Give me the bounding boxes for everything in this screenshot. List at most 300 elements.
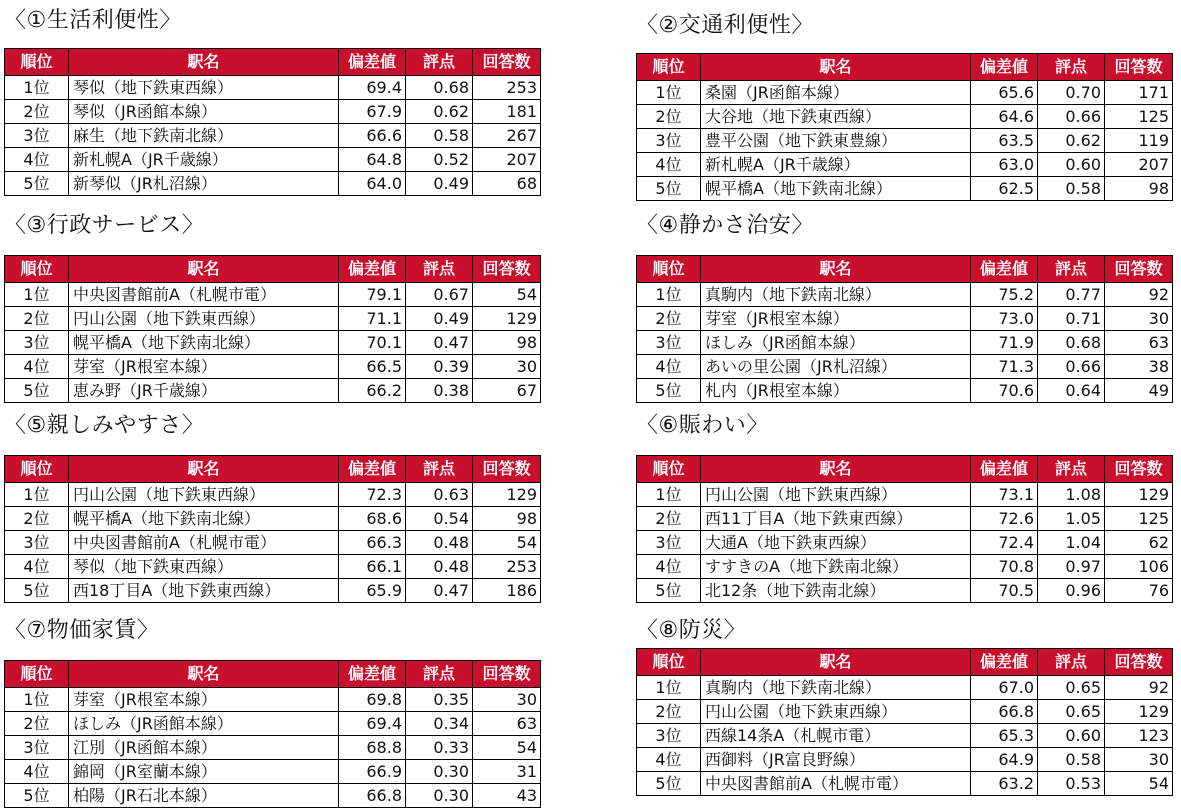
cell-score: 0.47 <box>406 579 473 603</box>
table-row <box>637 105 1173 129</box>
cell-deviation: 70.6 <box>971 379 1038 403</box>
cell-deviation: 71.1 <box>339 307 406 331</box>
table-row <box>637 177 1173 201</box>
cell-rank: 5位 <box>637 177 701 201</box>
column-header-deviation: 偏差値 <box>971 256 1038 283</box>
cell-station: 琴似（JR函館本線） <box>69 100 339 124</box>
column-header-station: 駅名 <box>69 661 339 688</box>
cell-deviation: 72.4 <box>971 531 1038 555</box>
cell-rank: 4位 <box>5 760 69 784</box>
cell-deviation: 66.5 <box>339 355 406 379</box>
cell-responses: 267 <box>473 124 541 148</box>
cell-deviation: 72.6 <box>971 507 1038 531</box>
cell-responses: 125 <box>1105 507 1173 531</box>
column-header-deviation: 偏差値 <box>339 456 406 483</box>
table-row <box>5 331 541 355</box>
cell-rank: 1位 <box>637 483 701 507</box>
column-header-station: 駅名 <box>69 49 339 76</box>
cell-station: 芽室（JR根室本線） <box>701 307 971 331</box>
cell-responses: 30 <box>1105 307 1173 331</box>
column-header-rank: 順位 <box>637 256 701 283</box>
cell-station: 恵み野（JR千歳線） <box>69 379 339 403</box>
cell-rank: 1位 <box>637 676 701 700</box>
cell-rank: 2位 <box>5 712 69 736</box>
cell-responses: 92 <box>1105 283 1173 307</box>
ranking-section <box>636 210 1176 407</box>
cell-rank: 4位 <box>5 148 69 172</box>
column-header-station: 駅名 <box>69 456 339 483</box>
column-header-station: 駅名 <box>69 256 339 283</box>
cell-score: 1.08 <box>1038 483 1105 507</box>
cell-score: 0.60 <box>1038 153 1105 177</box>
table-row <box>5 555 541 579</box>
table-row <box>5 148 541 172</box>
cell-station: 琴似（地下鉄東西線） <box>69 555 339 579</box>
cell-rank: 2位 <box>637 507 701 531</box>
section-title: 〈⑥賑わい〉 <box>636 413 769 438</box>
cell-responses: 129 <box>1105 483 1173 507</box>
cell-deviation: 64.0 <box>339 172 406 196</box>
ranking-table <box>4 455 541 603</box>
cell-station: 中央図書館前A（札幌市電） <box>69 531 339 555</box>
column-header-deviation: 偏差値 <box>339 661 406 688</box>
cell-deviation: 70.8 <box>971 555 1038 579</box>
cell-score: 0.96 <box>1038 579 1105 603</box>
cell-rank: 1位 <box>5 483 69 507</box>
cell-deviation: 63.0 <box>971 153 1038 177</box>
cell-responses: 38 <box>1105 355 1173 379</box>
column-header-rank: 順位 <box>637 456 701 483</box>
cell-station: あいの里公園（JR札沼線） <box>701 355 971 379</box>
section-title: 〈⑧防災〉 <box>636 618 747 643</box>
table-row <box>5 172 541 196</box>
table-row <box>5 307 541 331</box>
cell-station: 麻生（地下鉄南北線） <box>69 124 339 148</box>
cell-station: 新札幌A（JR千歳線） <box>701 153 971 177</box>
cell-responses: 98 <box>1105 177 1173 201</box>
cell-responses: 125 <box>1105 105 1173 129</box>
cell-responses: 62 <box>1105 531 1173 555</box>
cell-rank: 3位 <box>637 531 701 555</box>
cell-score: 0.62 <box>1038 129 1105 153</box>
table-header-row <box>5 661 541 688</box>
cell-responses: 63 <box>473 712 541 736</box>
table-header-row <box>637 456 1173 483</box>
cell-deviation: 66.6 <box>339 124 406 148</box>
cell-station: 西11丁目A（地下鉄東西線） <box>701 507 971 531</box>
column-header-deviation: 偏差値 <box>971 456 1038 483</box>
cell-station: すすきのA（地下鉄南北線） <box>701 555 971 579</box>
table-header-row <box>5 256 541 283</box>
cell-rank: 4位 <box>637 555 701 579</box>
cell-rank: 2位 <box>637 307 701 331</box>
cell-rank: 4位 <box>637 355 701 379</box>
cell-score: 0.97 <box>1038 555 1105 579</box>
cell-score: 0.58 <box>1038 748 1105 772</box>
cell-rank: 4位 <box>637 748 701 772</box>
cell-deviation: 69.4 <box>339 76 406 100</box>
cell-station: 円山公園（地下鉄東西線） <box>701 700 971 724</box>
cell-station: 幌平橋A（地下鉄南北線） <box>701 177 971 201</box>
cell-rank: 1位 <box>637 283 701 307</box>
cell-deviation: 64.6 <box>971 105 1038 129</box>
column-header-score: 評点 <box>1038 456 1105 483</box>
cell-deviation: 62.5 <box>971 177 1038 201</box>
table-row <box>637 579 1173 603</box>
cell-deviation: 64.8 <box>339 148 406 172</box>
cell-score: 0.68 <box>406 76 473 100</box>
table-header-row <box>637 649 1173 676</box>
cell-score: 0.65 <box>1038 676 1105 700</box>
cell-responses: 119 <box>1105 129 1173 153</box>
cell-score: 0.77 <box>1038 283 1105 307</box>
cell-deviation: 63.2 <box>971 772 1038 796</box>
cell-station: 西線14条A（札幌市電） <box>701 724 971 748</box>
cell-rank: 5位 <box>5 379 69 403</box>
cell-responses: 76 <box>1105 579 1173 603</box>
cell-rank: 2位 <box>5 507 69 531</box>
table-row <box>637 153 1173 177</box>
column-header-score: 評点 <box>1038 54 1105 81</box>
cell-score: 0.47 <box>406 331 473 355</box>
cell-rank: 3位 <box>637 724 701 748</box>
cell-score: 0.63 <box>406 483 473 507</box>
cell-station: 中央図書館前A（札幌市電） <box>69 283 339 307</box>
cell-deviation: 70.1 <box>339 331 406 355</box>
cell-responses: 106 <box>1105 555 1173 579</box>
cell-score: 0.70 <box>1038 81 1105 105</box>
cell-deviation: 65.9 <box>339 579 406 603</box>
table-row <box>5 124 541 148</box>
cell-deviation: 67.0 <box>971 676 1038 700</box>
cell-station: 円山公園（地下鉄東西線） <box>69 307 339 331</box>
table-row <box>637 307 1173 331</box>
cell-rank: 1位 <box>5 688 69 712</box>
column-header-score: 評点 <box>406 49 473 76</box>
cell-score: 0.30 <box>406 760 473 784</box>
cell-station: 真駒内（地下鉄南北線） <box>701 676 971 700</box>
cell-score: 0.33 <box>406 736 473 760</box>
cell-rank: 5位 <box>637 579 701 603</box>
column-header-responses: 回答数 <box>1105 649 1173 676</box>
table-row <box>5 784 541 808</box>
cell-deviation: 68.8 <box>339 736 406 760</box>
cell-station: ほしみ（JR函館本線） <box>701 331 971 355</box>
cell-station: 大谷地（地下鉄東西線） <box>701 105 971 129</box>
cell-rank: 3位 <box>637 331 701 355</box>
cell-responses: 207 <box>473 148 541 172</box>
cell-score: 0.34 <box>406 712 473 736</box>
table-row <box>5 100 541 124</box>
table-row <box>637 355 1173 379</box>
table-row <box>5 688 541 712</box>
cell-rank: 4位 <box>5 555 69 579</box>
cell-rank: 4位 <box>5 355 69 379</box>
column-header-rank: 順位 <box>637 54 701 81</box>
table-header-row <box>5 456 541 483</box>
table-row <box>5 531 541 555</box>
table-row <box>637 772 1173 796</box>
cell-score: 0.58 <box>406 124 473 148</box>
cell-rank: 5位 <box>637 379 701 403</box>
column-header-rank: 順位 <box>5 256 69 283</box>
cell-score: 0.39 <box>406 355 473 379</box>
cell-deviation: 66.2 <box>339 379 406 403</box>
cell-responses: 129 <box>1105 700 1173 724</box>
table-row <box>637 531 1173 555</box>
cell-deviation: 69.4 <box>339 712 406 736</box>
cell-rank: 2位 <box>637 105 701 129</box>
table-row <box>637 81 1173 105</box>
table-row <box>637 331 1173 355</box>
column-header-rank: 順位 <box>637 649 701 676</box>
cell-rank: 1位 <box>5 283 69 307</box>
cell-rank: 2位 <box>5 100 69 124</box>
column-header-score: 評点 <box>406 661 473 688</box>
cell-deviation: 66.1 <box>339 555 406 579</box>
column-header-station: 駅名 <box>701 649 971 676</box>
cell-responses: 123 <box>1105 724 1173 748</box>
ranking-table <box>636 255 1173 403</box>
cell-deviation: 71.9 <box>971 331 1038 355</box>
table-row <box>637 676 1173 700</box>
ranking-table <box>4 255 541 403</box>
ranking-section <box>636 410 1176 607</box>
table-row <box>5 483 541 507</box>
cell-deviation: 68.6 <box>339 507 406 531</box>
ranking-section <box>4 210 544 407</box>
column-header-deviation: 偏差値 <box>971 649 1038 676</box>
section-title: 〈⑤親しみやすさ〉 <box>4 413 205 438</box>
table-row <box>637 555 1173 579</box>
cell-rank: 5位 <box>5 172 69 196</box>
cell-rank: 4位 <box>637 153 701 177</box>
table-row <box>637 379 1173 403</box>
ranking-section <box>4 615 544 812</box>
cell-responses: 63 <box>1105 331 1173 355</box>
table-row <box>5 379 541 403</box>
table-row <box>5 283 541 307</box>
cell-station: 幌平橋A（地下鉄南北線） <box>69 331 339 355</box>
section-title: 〈④静かさ治安〉 <box>636 213 814 238</box>
cell-station: ほしみ（JR函館本線） <box>69 712 339 736</box>
cell-responses: 171 <box>1105 81 1173 105</box>
cell-responses: 30 <box>473 688 541 712</box>
cell-deviation: 73.1 <box>971 483 1038 507</box>
table-row <box>637 483 1173 507</box>
column-header-responses: 回答数 <box>1105 54 1173 81</box>
cell-station: 札内（JR根室本線） <box>701 379 971 403</box>
cell-station: 柏陽（JR石北本線） <box>69 784 339 808</box>
cell-deviation: 75.2 <box>971 283 1038 307</box>
cell-score: 0.49 <box>406 307 473 331</box>
table-row <box>637 507 1173 531</box>
cell-responses: 68 <box>473 172 541 196</box>
ranking-section <box>636 10 1176 205</box>
column-header-responses: 回答数 <box>1105 256 1173 283</box>
cell-score: 0.54 <box>406 507 473 531</box>
cell-responses: 30 <box>1105 748 1173 772</box>
cell-rank: 3位 <box>5 531 69 555</box>
table-row <box>637 129 1173 153</box>
column-header-rank: 順位 <box>5 661 69 688</box>
column-header-station: 駅名 <box>701 54 971 81</box>
cell-station: 芽室（JR根室本線） <box>69 355 339 379</box>
ranking-section <box>636 615 1176 800</box>
cell-score: 0.68 <box>1038 331 1105 355</box>
cell-responses: 30 <box>473 355 541 379</box>
cell-rank: 5位 <box>637 772 701 796</box>
cell-deviation: 67.9 <box>339 100 406 124</box>
cell-station: 円山公園（地下鉄東西線） <box>69 483 339 507</box>
cell-rank: 2位 <box>5 307 69 331</box>
cell-responses: 43 <box>473 784 541 808</box>
cell-deviation: 70.5 <box>971 579 1038 603</box>
cell-responses: 129 <box>473 307 541 331</box>
cell-deviation: 66.3 <box>339 531 406 555</box>
cell-responses: 98 <box>473 331 541 355</box>
ranking-table <box>636 648 1173 796</box>
cell-deviation: 79.1 <box>339 283 406 307</box>
ranking-table <box>636 455 1173 603</box>
cell-deviation: 71.3 <box>971 355 1038 379</box>
section-title: 〈③行政サービス〉 <box>4 213 205 238</box>
column-header-station: 駅名 <box>701 256 971 283</box>
cell-station: 新札幌A（JR千歳線） <box>69 148 339 172</box>
cell-station: 豊平公園（地下鉄東豊線） <box>701 129 971 153</box>
cell-deviation: 64.9 <box>971 748 1038 772</box>
cell-score: 0.62 <box>406 100 473 124</box>
section-title: 〈②交通利便性〉 <box>636 13 814 38</box>
table-header-row <box>637 256 1173 283</box>
ranking-section <box>4 5 544 200</box>
column-header-rank: 順位 <box>5 49 69 76</box>
cell-station: 円山公園（地下鉄東西線） <box>701 483 971 507</box>
column-header-deviation: 偏差値 <box>971 54 1038 81</box>
cell-deviation: 72.3 <box>339 483 406 507</box>
column-header-responses: 回答数 <box>473 49 541 76</box>
cell-responses: 54 <box>473 283 541 307</box>
column-header-deviation: 偏差値 <box>339 49 406 76</box>
cell-station: 中央図書館前A（札幌市電） <box>701 772 971 796</box>
column-header-score: 評点 <box>406 456 473 483</box>
cell-rank: 3位 <box>5 331 69 355</box>
table-row <box>5 760 541 784</box>
column-header-score: 評点 <box>1038 649 1105 676</box>
section-title: 〈①生活利便性〉 <box>4 8 182 33</box>
ranking-table <box>4 48 541 196</box>
table-row <box>637 700 1173 724</box>
column-header-responses: 回答数 <box>1105 456 1173 483</box>
cell-rank: 1位 <box>637 81 701 105</box>
cell-score: 0.66 <box>1038 355 1105 379</box>
cell-station: 西18丁目A（地下鉄東西線） <box>69 579 339 603</box>
cell-score: 0.48 <box>406 531 473 555</box>
cell-score: 0.53 <box>1038 772 1105 796</box>
cell-deviation: 73.0 <box>971 307 1038 331</box>
cell-station: 芽室（JR根室本線） <box>69 688 339 712</box>
table-row <box>5 736 541 760</box>
cell-rank: 5位 <box>5 579 69 603</box>
ranking-section <box>4 410 544 607</box>
cell-score: 0.60 <box>1038 724 1105 748</box>
cell-score: 0.48 <box>406 555 473 579</box>
cell-responses: 54 <box>1105 772 1173 796</box>
cell-station: 西御料（JR富良野線） <box>701 748 971 772</box>
cell-score: 0.52 <box>406 148 473 172</box>
cell-score: 0.49 <box>406 172 473 196</box>
cell-deviation: 66.9 <box>339 760 406 784</box>
column-header-responses: 回答数 <box>473 256 541 283</box>
cell-station: 錦岡（JR室蘭本線） <box>69 760 339 784</box>
cell-score: 1.05 <box>1038 507 1105 531</box>
cell-responses: 49 <box>1105 379 1173 403</box>
cell-station: 大通A（地下鉄東西線） <box>701 531 971 555</box>
cell-score: 0.66 <box>1038 105 1105 129</box>
cell-responses: 253 <box>473 76 541 100</box>
column-header-score: 評点 <box>406 256 473 283</box>
cell-station: 真駒内（地下鉄南北線） <box>701 283 971 307</box>
table-row <box>637 283 1173 307</box>
cell-rank: 3位 <box>5 124 69 148</box>
table-row <box>5 579 541 603</box>
cell-station: 江別（JR函館本線） <box>69 736 339 760</box>
cell-station: 新琴似（JR札沼線） <box>69 172 339 196</box>
cell-station: 幌平橋A（地下鉄南北線） <box>69 507 339 531</box>
cell-score: 0.65 <box>1038 700 1105 724</box>
cell-score: 0.64 <box>1038 379 1105 403</box>
table-header-row <box>5 49 541 76</box>
cell-rank: 3位 <box>5 736 69 760</box>
cell-responses: 98 <box>473 507 541 531</box>
cell-responses: 253 <box>473 555 541 579</box>
cell-score: 0.71 <box>1038 307 1105 331</box>
cell-station: 琴似（地下鉄東西線） <box>69 76 339 100</box>
cell-responses: 129 <box>473 483 541 507</box>
cell-deviation: 65.6 <box>971 81 1038 105</box>
column-header-station: 駅名 <box>701 456 971 483</box>
column-header-responses: 回答数 <box>473 456 541 483</box>
column-header-deviation: 偏差値 <box>339 256 406 283</box>
cell-deviation: 63.5 <box>971 129 1038 153</box>
cell-deviation: 66.8 <box>339 784 406 808</box>
table-row <box>5 76 541 100</box>
table-row <box>5 355 541 379</box>
column-header-rank: 順位 <box>5 456 69 483</box>
cell-deviation: 66.8 <box>971 700 1038 724</box>
column-header-score: 評点 <box>1038 256 1105 283</box>
cell-responses: 181 <box>473 100 541 124</box>
cell-responses: 54 <box>473 531 541 555</box>
table-row <box>637 748 1173 772</box>
cell-deviation: 69.8 <box>339 688 406 712</box>
cell-rank: 3位 <box>637 129 701 153</box>
cell-responses: 92 <box>1105 676 1173 700</box>
cell-rank: 1位 <box>5 76 69 100</box>
table-row <box>5 507 541 531</box>
cell-rank: 2位 <box>637 700 701 724</box>
cell-responses: 67 <box>473 379 541 403</box>
cell-responses: 207 <box>1105 153 1173 177</box>
ranking-table <box>636 53 1173 201</box>
cell-station: 桑園（JR函館本線） <box>701 81 971 105</box>
table-header-row <box>637 54 1173 81</box>
cell-deviation: 65.3 <box>971 724 1038 748</box>
table-row <box>637 724 1173 748</box>
cell-score: 1.04 <box>1038 531 1105 555</box>
section-title: 〈⑦物価家賃〉 <box>4 618 160 643</box>
cell-responses: 31 <box>473 760 541 784</box>
